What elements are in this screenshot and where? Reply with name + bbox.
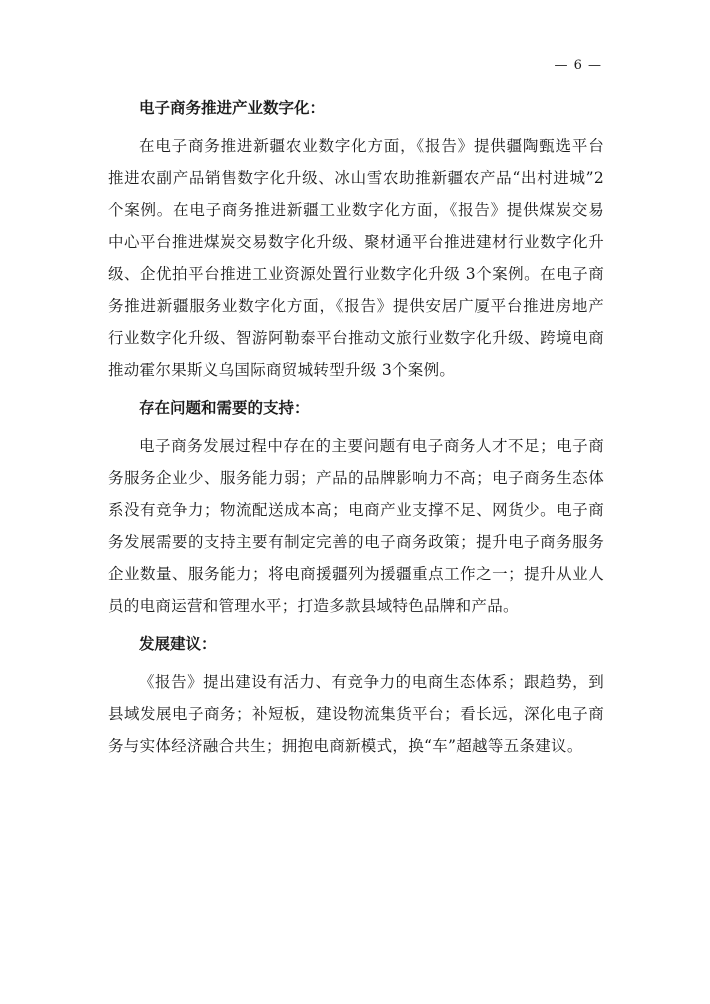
section-paragraph: 在电子商务推进新疆农业数字化方面，《报告》提供疆陶甄选平台推进农副产品销售数字化升级、冰山雪农助推新疆农产品“出村进城”2个案例。在电子商务推进新疆工业数字化方面，《报告》提供煤炭交易中心平台推进煤炭交易数字化升级、聚材通平台推进建材行业数字化升级、企优拍平台推进工业资源处置行业数字化升级 3个案例。在电子商务推进新疆服务业数字化方面，《报告》提供安居广厦平台推进房地产行业数字化升级、智游阿勒泰平台推动文旅行业数字化升级、跨境电商推动霍尔果斯义乌国际商贸城转型升级 3个案例。 — [108, 137, 604, 379]
document-body — [108, 92, 604, 768]
section-heading: 发展建议： — [139, 635, 217, 653]
section-paragraph: 电子商务发展过程中存在的主要问题有电子商务人才不足；电子商务服务企业少、服务能力弱；产品的品牌影响力不高；电子商务生态体系没有竞争力；物流配送成本高；电商产业支撑不足、网货少。电子商务发展需要的支持主要有制定完善的电子商务政策；提升电子商务服务企业数量、服务能力；将电商援疆列为援疆重点工作之一；提升从业人员的电商运营和管理水平；打造多款县域特色品牌和产品。 — [108, 437, 604, 615]
section-heading: 电子商务推进产业数字化： — [139, 99, 326, 117]
section-heading: 存在问题和需要的支持： — [139, 399, 310, 417]
section-industry-digitalization — [108, 92, 604, 386]
page-number: — 6 — — [554, 58, 602, 73]
section-problems-support — [108, 392, 604, 622]
section-suggestions — [108, 628, 604, 762]
section-paragraph: 《报告》提出建设有活力、有竞争力的电商生态体系；跟趋势，到县域发展电子商务；补短板，建设物流集货平台；看长远，深化电子商务与实体经济融合共生；拥抱电商新模式，换“车”超越等五条建议。 — [108, 673, 604, 755]
